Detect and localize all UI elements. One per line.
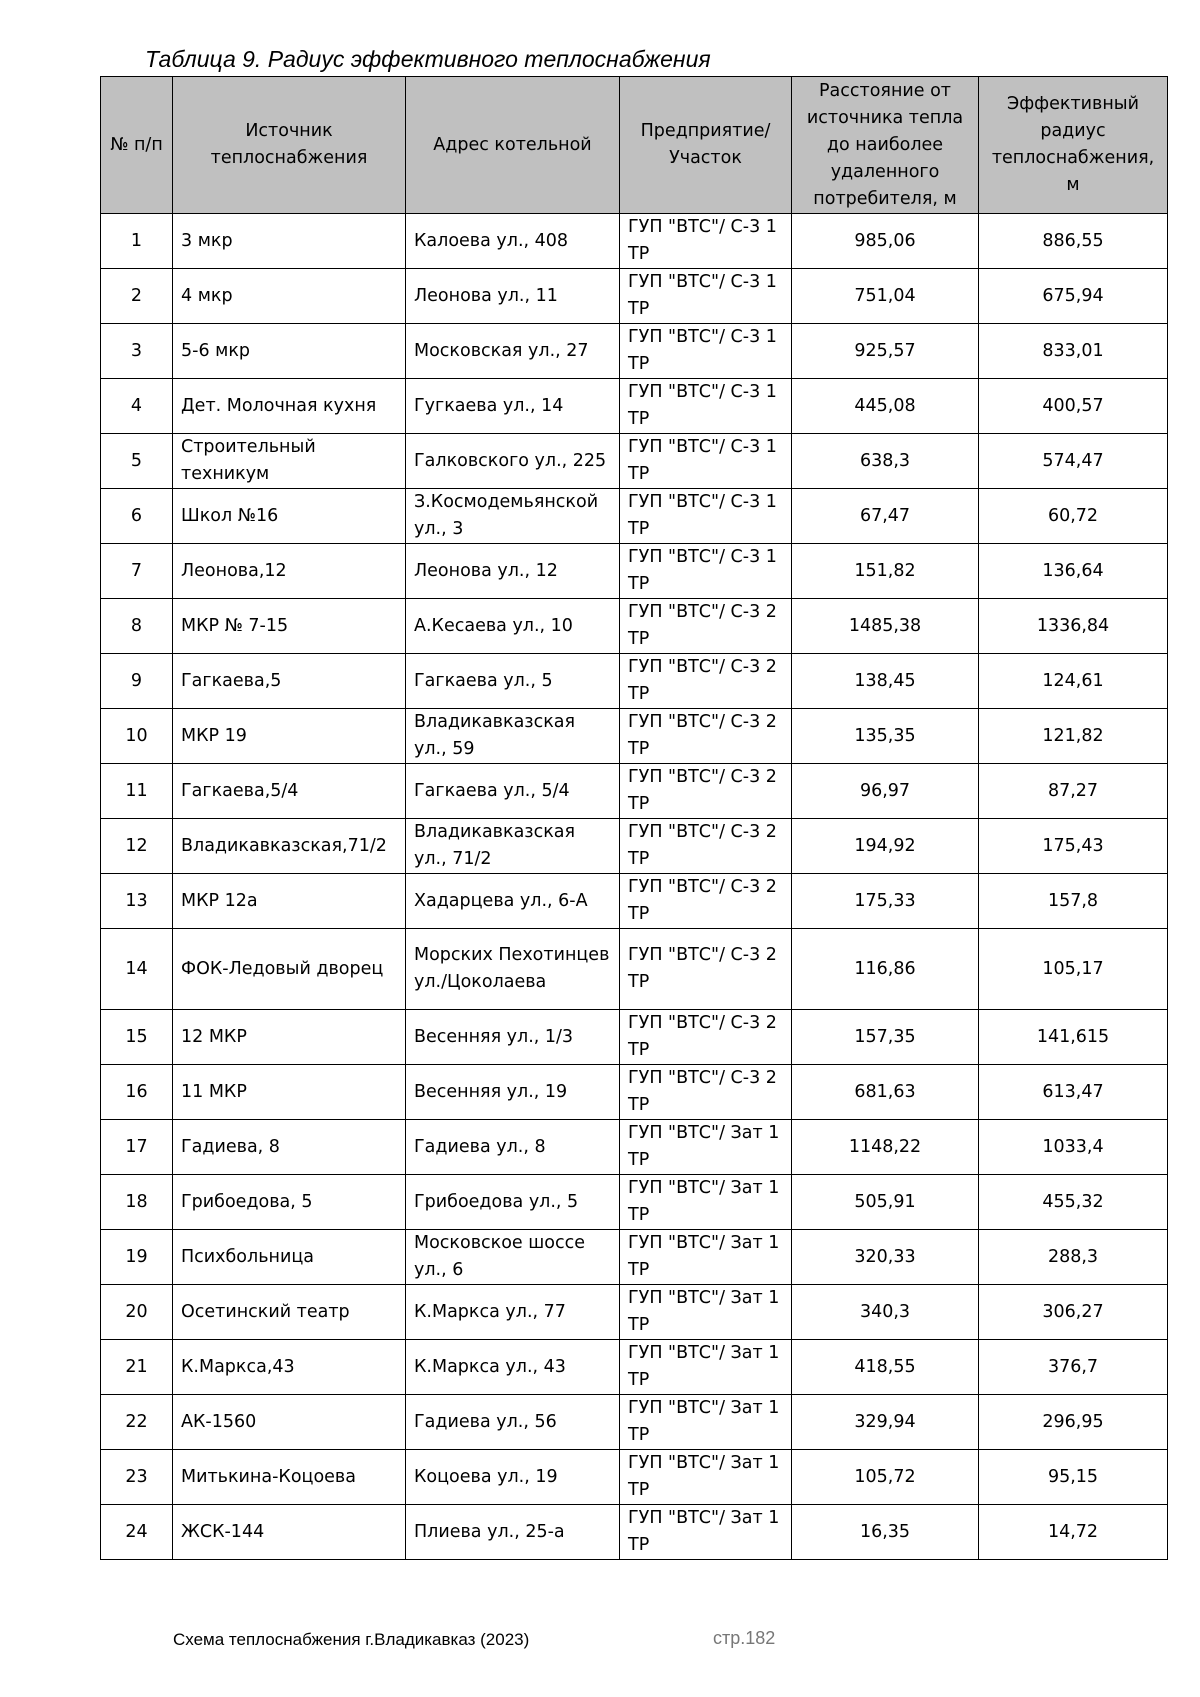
header-enterprise: Предприятие/ Участок bbox=[620, 77, 792, 214]
cell-distance: 751,04 bbox=[792, 269, 979, 324]
cell-distance: 138,45 bbox=[792, 654, 979, 709]
header-radius: Эффективный радиус теплоснабжения, м bbox=[979, 77, 1168, 214]
footer-page-number: стр.182 bbox=[713, 1628, 776, 1648]
cell-num: 11 bbox=[101, 764, 173, 819]
cell-source: Гагкаева,5 bbox=[173, 654, 406, 709]
cell-enterprise: ГУП "ВТС"/ С-3 2 ТР bbox=[620, 1065, 792, 1120]
cell-source: МКР 12а bbox=[173, 874, 406, 929]
cell-distance: 1148,22 bbox=[792, 1120, 979, 1175]
table-row bbox=[101, 379, 1168, 434]
cell-address: Московская ул., 27 bbox=[406, 324, 620, 379]
cell-source: 5-6 мкр bbox=[173, 324, 406, 379]
cell-source: Митькина-Коцоева bbox=[173, 1450, 406, 1505]
cell-num: 21 bbox=[101, 1340, 173, 1395]
cell-distance: 329,94 bbox=[792, 1395, 979, 1450]
cell-radius: 124,61 bbox=[979, 654, 1168, 709]
cell-enterprise: ГУП "ВТС"/ С-3 1 ТР bbox=[620, 544, 792, 599]
table-row bbox=[101, 1505, 1168, 1560]
cell-distance: 505,91 bbox=[792, 1175, 979, 1230]
cell-distance: 681,63 bbox=[792, 1065, 979, 1120]
cell-enterprise: ГУП "ВТС"/ С-3 1 ТР bbox=[620, 434, 792, 489]
cell-enterprise: ГУП "ВТС"/ Зат 1 ТР bbox=[620, 1285, 792, 1340]
cell-distance: 96,97 bbox=[792, 764, 979, 819]
cell-distance: 194,92 bbox=[792, 819, 979, 874]
cell-distance: 985,06 bbox=[792, 214, 979, 269]
cell-distance: 67,47 bbox=[792, 489, 979, 544]
table-row bbox=[101, 434, 1168, 489]
footer-document-title: Схема теплоснабжения г.Владикавказ (2023) bbox=[173, 1630, 530, 1649]
cell-address: Весенняя ул., 1/3 bbox=[406, 1010, 620, 1065]
cell-num: 24 bbox=[101, 1505, 173, 1560]
cell-distance: 1485,38 bbox=[792, 599, 979, 654]
cell-address: Леонова ул., 11 bbox=[406, 269, 620, 324]
cell-radius: 376,7 bbox=[979, 1340, 1168, 1395]
table-row bbox=[101, 874, 1168, 929]
cell-num: 14 bbox=[101, 929, 173, 1010]
cell-radius: 95,15 bbox=[979, 1450, 1168, 1505]
table-row bbox=[101, 1175, 1168, 1230]
cell-distance: 151,82 bbox=[792, 544, 979, 599]
cell-address: Галковского ул., 225 bbox=[406, 434, 620, 489]
cell-radius: 455,32 bbox=[979, 1175, 1168, 1230]
cell-distance: 320,33 bbox=[792, 1230, 979, 1285]
cell-num: 10 bbox=[101, 709, 173, 764]
cell-address: Гугкаева ул., 14 bbox=[406, 379, 620, 434]
table-header bbox=[101, 77, 1168, 214]
cell-num: 9 bbox=[101, 654, 173, 709]
cell-radius: 833,01 bbox=[979, 324, 1168, 379]
cell-address: Гагкаева ул., 5/4 bbox=[406, 764, 620, 819]
cell-enterprise: ГУП "ВТС"/ С-3 2 ТР bbox=[620, 874, 792, 929]
cell-source: Гадиева, 8 bbox=[173, 1120, 406, 1175]
cell-radius: 296,95 bbox=[979, 1395, 1168, 1450]
cell-enterprise: ГУП "ВТС"/ Зат 1 ТР bbox=[620, 1175, 792, 1230]
cell-source: Леонова,12 bbox=[173, 544, 406, 599]
cell-address: Морских Пехотинцев ул./Цоколаева bbox=[406, 929, 620, 1010]
cell-address: Плиева ул., 25-а bbox=[406, 1505, 620, 1560]
cell-num: 13 bbox=[101, 874, 173, 929]
table-row bbox=[101, 599, 1168, 654]
table-row bbox=[101, 214, 1168, 269]
cell-distance: 445,08 bbox=[792, 379, 979, 434]
cell-source: ЖСК-144 bbox=[173, 1505, 406, 1560]
cell-num: 4 bbox=[101, 379, 173, 434]
cell-distance: 925,57 bbox=[792, 324, 979, 379]
cell-num: 17 bbox=[101, 1120, 173, 1175]
cell-distance: 340,3 bbox=[792, 1285, 979, 1340]
cell-distance: 175,33 bbox=[792, 874, 979, 929]
header-address: Адрес котельной bbox=[406, 77, 620, 214]
cell-address: А.Кесаева ул., 10 bbox=[406, 599, 620, 654]
table-row bbox=[101, 1010, 1168, 1065]
cell-radius: 1033,4 bbox=[979, 1120, 1168, 1175]
table-row bbox=[101, 1065, 1168, 1120]
cell-radius: 886,55 bbox=[979, 214, 1168, 269]
cell-num: 8 bbox=[101, 599, 173, 654]
cell-source: МКР № 7-15 bbox=[173, 599, 406, 654]
cell-enterprise: ГУП "ВТС"/ Зат 1 ТР bbox=[620, 1340, 792, 1395]
cell-radius: 87,27 bbox=[979, 764, 1168, 819]
table-row bbox=[101, 654, 1168, 709]
cell-num: 15 bbox=[101, 1010, 173, 1065]
cell-source: Гагкаева,5/4 bbox=[173, 764, 406, 819]
header-row bbox=[101, 77, 1168, 214]
cell-radius: 288,3 bbox=[979, 1230, 1168, 1285]
cell-distance: 157,35 bbox=[792, 1010, 979, 1065]
cell-num: 22 bbox=[101, 1395, 173, 1450]
cell-radius: 121,82 bbox=[979, 709, 1168, 764]
cell-distance: 105,72 bbox=[792, 1450, 979, 1505]
cell-address: Гадиева ул., 8 bbox=[406, 1120, 620, 1175]
cell-num: 2 bbox=[101, 269, 173, 324]
cell-source: ФОК-Ледовый дворец bbox=[173, 929, 406, 1010]
cell-source: Строительный техникум bbox=[173, 434, 406, 489]
table-row bbox=[101, 1395, 1168, 1450]
cell-enterprise: ГУП "ВТС"/ С-3 2 ТР bbox=[620, 599, 792, 654]
cell-source: АК-1560 bbox=[173, 1395, 406, 1450]
cell-radius: 1336,84 bbox=[979, 599, 1168, 654]
cell-num: 12 bbox=[101, 819, 173, 874]
cell-address: К.Маркса ул., 43 bbox=[406, 1340, 620, 1395]
cell-enterprise: ГУП "ВТС"/ С-3 1 ТР bbox=[620, 269, 792, 324]
table-caption: Таблица 9. Радиус эффективного теплоснабжения bbox=[145, 46, 711, 72]
cell-address: Гадиева ул., 56 bbox=[406, 1395, 620, 1450]
cell-address: Московское шоссе ул., 6 bbox=[406, 1230, 620, 1285]
cell-source: Грибоедова, 5 bbox=[173, 1175, 406, 1230]
cell-enterprise: ГУП "ВТС"/ Зат 1 ТР bbox=[620, 1505, 792, 1560]
cell-radius: 574,47 bbox=[979, 434, 1168, 489]
table-row bbox=[101, 929, 1168, 1010]
cell-radius: 136,64 bbox=[979, 544, 1168, 599]
cell-enterprise: ГУП "ВТС"/ С-3 1 ТР bbox=[620, 379, 792, 434]
cell-radius: 613,47 bbox=[979, 1065, 1168, 1120]
cell-radius: 141,615 bbox=[979, 1010, 1168, 1065]
cell-radius: 675,94 bbox=[979, 269, 1168, 324]
cell-num: 23 bbox=[101, 1450, 173, 1505]
cell-enterprise: ГУП "ВТС"/ С-3 1 ТР bbox=[620, 214, 792, 269]
table-row bbox=[101, 764, 1168, 819]
table-row bbox=[101, 1120, 1168, 1175]
cell-radius: 60,72 bbox=[979, 489, 1168, 544]
table-row bbox=[101, 269, 1168, 324]
cell-address: К.Маркса ул., 77 bbox=[406, 1285, 620, 1340]
cell-source: МКР 19 bbox=[173, 709, 406, 764]
table-row bbox=[101, 1285, 1168, 1340]
cell-address: Гагкаева ул., 5 bbox=[406, 654, 620, 709]
cell-enterprise: ГУП "ВТС"/ С-3 1 ТР bbox=[620, 324, 792, 379]
cell-source: 3 мкр bbox=[173, 214, 406, 269]
cell-source: К.Маркса,43 bbox=[173, 1340, 406, 1395]
cell-address: Леонова ул., 12 bbox=[406, 544, 620, 599]
cell-enterprise: ГУП "ВТС"/ С-3 2 ТР bbox=[620, 709, 792, 764]
heat-supply-radius-table bbox=[100, 76, 1168, 1560]
cell-radius: 175,43 bbox=[979, 819, 1168, 874]
cell-num: 19 bbox=[101, 1230, 173, 1285]
cell-enterprise: ГУП "ВТС"/ Зат 1 ТР bbox=[620, 1120, 792, 1175]
table-row bbox=[101, 1340, 1168, 1395]
table-row bbox=[101, 709, 1168, 764]
cell-enterprise: ГУП "ВТС"/ С-3 2 ТР bbox=[620, 1010, 792, 1065]
cell-radius: 306,27 bbox=[979, 1285, 1168, 1340]
cell-num: 20 bbox=[101, 1285, 173, 1340]
cell-num: 5 bbox=[101, 434, 173, 489]
cell-address: З.Космодемьянской ул., 3 bbox=[406, 489, 620, 544]
table-row bbox=[101, 1450, 1168, 1505]
cell-distance: 135,35 bbox=[792, 709, 979, 764]
table-row bbox=[101, 544, 1168, 599]
cell-num: 1 bbox=[101, 214, 173, 269]
header-num: № п/п bbox=[101, 77, 173, 214]
cell-enterprise: ГУП "ВТС"/ Зат 1 ТР bbox=[620, 1395, 792, 1450]
cell-radius: 400,57 bbox=[979, 379, 1168, 434]
cell-address: Владикавказская ул., 71/2 bbox=[406, 819, 620, 874]
table-row bbox=[101, 489, 1168, 544]
header-distance: Расстояние от источника тепла до наиболее удаленного потребителя, м bbox=[792, 77, 979, 214]
cell-num: 6 bbox=[101, 489, 173, 544]
cell-source: Осетинский театр bbox=[173, 1285, 406, 1340]
cell-num: 3 bbox=[101, 324, 173, 379]
cell-address: Коцоева ул., 19 bbox=[406, 1450, 620, 1505]
cell-enterprise: ГУП "ВТС"/ Зат 1 ТР bbox=[620, 1450, 792, 1505]
cell-source: Психбольница bbox=[173, 1230, 406, 1285]
cell-radius: 157,8 bbox=[979, 874, 1168, 929]
cell-num: 16 bbox=[101, 1065, 173, 1120]
header-source: Источник теплоснабжения bbox=[173, 77, 406, 214]
cell-address: Калоева ул., 408 bbox=[406, 214, 620, 269]
cell-distance: 16,35 bbox=[792, 1505, 979, 1560]
cell-address: Весенняя ул., 19 bbox=[406, 1065, 620, 1120]
cell-enterprise: ГУП "ВТС"/ С-3 2 ТР bbox=[620, 764, 792, 819]
cell-enterprise: ГУП "ВТС"/ С-3 2 ТР bbox=[620, 819, 792, 874]
cell-address: Хадарцева ул., 6-А bbox=[406, 874, 620, 929]
cell-distance: 116,86 bbox=[792, 929, 979, 1010]
cell-source: 12 МКР bbox=[173, 1010, 406, 1065]
cell-source: 11 МКР bbox=[173, 1065, 406, 1120]
cell-radius: 105,17 bbox=[979, 929, 1168, 1010]
cell-distance: 418,55 bbox=[792, 1340, 979, 1395]
cell-radius: 14,72 bbox=[979, 1505, 1168, 1560]
cell-source: Школ №16 bbox=[173, 489, 406, 544]
cell-enterprise: ГУП "ВТС"/ С-3 2 ТР bbox=[620, 654, 792, 709]
cell-enterprise: ГУП "ВТС"/ Зат 1 ТР bbox=[620, 1230, 792, 1285]
cell-enterprise: ГУП "ВТС"/ С-3 1 ТР bbox=[620, 489, 792, 544]
table-row bbox=[101, 1230, 1168, 1285]
cell-num: 7 bbox=[101, 544, 173, 599]
table-row bbox=[101, 324, 1168, 379]
table-body bbox=[101, 214, 1168, 1560]
cell-source: Владикавказская,71/2 bbox=[173, 819, 406, 874]
cell-address: Владикавказская ул., 59 bbox=[406, 709, 620, 764]
cell-source: 4 мкр bbox=[173, 269, 406, 324]
cell-enterprise: ГУП "ВТС"/ С-3 2 ТР bbox=[620, 929, 792, 1010]
cell-source: Дет. Молочная кухня bbox=[173, 379, 406, 434]
cell-num: 18 bbox=[101, 1175, 173, 1230]
cell-address: Грибоедова ул., 5 bbox=[406, 1175, 620, 1230]
table-row bbox=[101, 819, 1168, 874]
cell-distance: 638,3 bbox=[792, 434, 979, 489]
